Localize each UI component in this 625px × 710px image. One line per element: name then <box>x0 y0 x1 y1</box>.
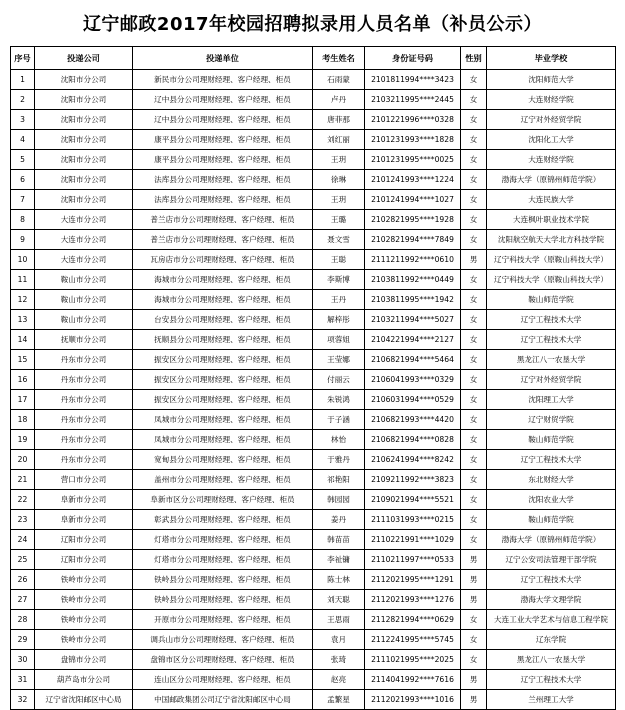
cell-company: 丹东市分公司 <box>35 390 133 410</box>
cell-id-number: 2101241993****1224 <box>365 170 461 190</box>
table-row <box>11 70 616 90</box>
cell-school: 沈阳理工大学 <box>487 390 616 410</box>
cell-company: 阜新市分公司 <box>35 490 133 510</box>
cell-gender: 女 <box>461 530 487 550</box>
table-row <box>11 130 616 150</box>
cell-index: 4 <box>11 130 35 150</box>
cell-school: 大连财经学院 <box>487 90 616 110</box>
cell-id-number: 2112821994****0629 <box>365 610 461 630</box>
cell-unit: 新民市分公司理财经理、客户经理、柜员 <box>133 70 313 90</box>
cell-company: 盘锦市分公司 <box>35 650 133 670</box>
cell-company: 阜新市分公司 <box>35 510 133 530</box>
cell-unit: 抚顺县分公司理财经理、客户经理、柜员 <box>133 330 313 350</box>
cell-school: 辽宁财贸学院 <box>487 410 616 430</box>
cell-id-number: 2109021994****5521 <box>365 490 461 510</box>
cell-gender: 女 <box>461 190 487 210</box>
cell-school: 兰州理工大学 <box>487 690 616 710</box>
cell-id-number: 2101221996****0328 <box>365 110 461 130</box>
table-row <box>11 410 616 430</box>
cell-id-number: 2111211992****0610 <box>365 250 461 270</box>
cell-gender: 女 <box>461 150 487 170</box>
cell-id-number: 2114041992****7616 <box>365 670 461 690</box>
cell-unit: 康平县分公司理财经理、客户经理、柜员 <box>133 130 313 150</box>
cell-name: 陈士林 <box>313 570 365 590</box>
cell-name: 解梓彤 <box>313 310 365 330</box>
cell-school: 辽宁科技大学（原鞍山科技大学） <box>487 270 616 290</box>
cell-unit: 法库县分公司理财经理、客户经理、柜员 <box>133 170 313 190</box>
header-school: 毕业学校 <box>487 47 616 70</box>
cell-index: 19 <box>11 430 35 450</box>
cell-id-number: 2111031993****0215 <box>365 510 461 530</box>
cell-gender: 女 <box>461 490 487 510</box>
cell-index: 6 <box>11 170 35 190</box>
cell-name: 张琦 <box>313 650 365 670</box>
table-row <box>11 550 616 570</box>
table-row <box>11 270 616 290</box>
cell-index: 25 <box>11 550 35 570</box>
cell-school: 辽宁科技大学（原鞍山科技大学） <box>487 250 616 270</box>
table-row <box>11 170 616 190</box>
table-row <box>11 350 616 370</box>
cell-gender: 男 <box>461 550 487 570</box>
cell-gender: 女 <box>461 330 487 350</box>
cell-index: 2 <box>11 90 35 110</box>
cell-unit: 海城市分公司理财经理、客户经理、柜员 <box>133 290 313 310</box>
header-index: 序号 <box>11 47 35 70</box>
cell-school: 沈阳师范大学 <box>487 70 616 90</box>
cell-index: 29 <box>11 630 35 650</box>
cell-school: 辽宁工程技术大学 <box>487 670 616 690</box>
roster-body <box>11 70 616 710</box>
cell-index: 22 <box>11 490 35 510</box>
cell-gender: 女 <box>461 90 487 110</box>
cell-index: 5 <box>11 150 35 170</box>
cell-company: 铁岭市分公司 <box>35 590 133 610</box>
cell-school: 沈阳航空航天大学北方科技学院 <box>487 230 616 250</box>
cell-school: 辽宁公安司法管理干部学院 <box>487 550 616 570</box>
cell-index: 27 <box>11 590 35 610</box>
cell-id-number: 2101811994****3423 <box>365 70 461 90</box>
cell-company: 辽阳市分公司 <box>35 530 133 550</box>
cell-name: 赵亮 <box>313 670 365 690</box>
document-title: 辽宁邮政2017年校园招聘拟录用人员名单（补员公示） <box>82 14 543 35</box>
cell-company: 营口市分公司 <box>35 470 133 490</box>
cell-index: 8 <box>11 210 35 230</box>
cell-gender: 女 <box>461 230 487 250</box>
table-row <box>11 370 616 390</box>
cell-company: 丹东市分公司 <box>35 430 133 450</box>
cell-gender: 女 <box>461 110 487 130</box>
cell-unit: 辽中县分公司理财经理、客户经理、柜员 <box>133 110 313 130</box>
cell-company: 丹东市分公司 <box>35 350 133 370</box>
cell-index: 12 <box>11 290 35 310</box>
cell-id-number: 2103211995****2445 <box>365 90 461 110</box>
cell-company: 抚顺市分公司 <box>35 330 133 350</box>
table-row <box>11 330 616 350</box>
roster-table <box>10 46 616 710</box>
cell-gender: 女 <box>461 210 487 230</box>
cell-id-number: 2101231993****1828 <box>365 130 461 150</box>
table-row <box>11 490 616 510</box>
cell-gender: 女 <box>461 310 487 330</box>
cell-name: 刘天聪 <box>313 590 365 610</box>
table-row <box>11 510 616 530</box>
cell-index: 18 <box>11 410 35 430</box>
table-row <box>11 650 616 670</box>
cell-school: 沈阳化工大学 <box>487 130 616 150</box>
table-row <box>11 310 616 330</box>
cell-company: 沈阳市分公司 <box>35 190 133 210</box>
cell-gender: 女 <box>461 350 487 370</box>
header-company: 投递公司 <box>35 47 133 70</box>
cell-school: 黑龙江八一农垦大学 <box>487 650 616 670</box>
cell-unit: 开原市分公司理财经理、客户经理、柜员 <box>133 610 313 630</box>
cell-company: 鞍山市分公司 <box>35 270 133 290</box>
table-row <box>11 230 616 250</box>
cell-gender: 女 <box>461 630 487 650</box>
cell-company: 辽阳市分公司 <box>35 550 133 570</box>
cell-gender: 女 <box>461 650 487 670</box>
cell-id-number: 2106241994****8242 <box>365 450 461 470</box>
cell-id-number: 2104221994****2127 <box>365 330 461 350</box>
cell-id-number: 2101231995****0025 <box>365 150 461 170</box>
table-row <box>11 570 616 590</box>
cell-index: 11 <box>11 270 35 290</box>
cell-index: 24 <box>11 530 35 550</box>
cell-school: 鞍山师范学院 <box>487 510 616 530</box>
cell-index: 9 <box>11 230 35 250</box>
cell-school: 辽宁工程技术大学 <box>487 330 616 350</box>
table-row <box>11 290 616 310</box>
cell-unit: 阜新市区分公司理财经理、客户经理、柜员 <box>133 490 313 510</box>
table-row <box>11 610 616 630</box>
cell-unit: 普兰店市分公司理财经理、客户经理、柜员 <box>133 210 313 230</box>
cell-id-number: 2110221991****1029 <box>365 530 461 550</box>
cell-name: 徐琳 <box>313 170 365 190</box>
cell-company: 丹东市分公司 <box>35 410 133 430</box>
cell-school: 大连财经学院 <box>487 150 616 170</box>
cell-school: 渤海大学（原锦州师范学院） <box>487 530 616 550</box>
cell-index: 30 <box>11 650 35 670</box>
cell-school: 辽宁工程技术大学 <box>487 310 616 330</box>
table-row <box>11 90 616 110</box>
table-row <box>11 590 616 610</box>
cell-unit: 铁岭县分公司理财经理、客户经理、柜员 <box>133 570 313 590</box>
cell-gender: 女 <box>461 170 487 190</box>
cell-gender: 女 <box>461 510 487 530</box>
cell-gender: 女 <box>461 470 487 490</box>
cell-index: 3 <box>11 110 35 130</box>
table-row <box>11 630 616 650</box>
cell-name: 王玥 <box>313 150 365 170</box>
table-row <box>11 390 616 410</box>
cell-unit: 彰武县分公司理财经理、客户经理、柜员 <box>133 510 313 530</box>
cell-school: 渤海大学（原锦州师范学院） <box>487 170 616 190</box>
cell-id-number: 2102821994****7849 <box>365 230 461 250</box>
cell-id-number: 2112021995****1291 <box>365 570 461 590</box>
cell-gender: 女 <box>461 130 487 150</box>
cell-name: 唐菲那 <box>313 110 365 130</box>
cell-school: 沈阳农业大学 <box>487 490 616 510</box>
cell-school: 辽宁对外经贸学院 <box>487 110 616 130</box>
cell-school: 黑龙江八一农垦大学 <box>487 350 616 370</box>
table-row <box>11 670 616 690</box>
cell-unit: 凤城市分公司理财经理、客户经理、柜员 <box>133 430 313 450</box>
cell-name: 于雅丹 <box>313 450 365 470</box>
table-row <box>11 430 616 450</box>
cell-gender: 女 <box>461 270 487 290</box>
cell-index: 21 <box>11 470 35 490</box>
cell-school: 鞍山师范学院 <box>487 290 616 310</box>
cell-unit: 灯塔市分公司理财经理、客户经理、柜员 <box>133 550 313 570</box>
cell-gender: 女 <box>461 430 487 450</box>
cell-company: 大连市分公司 <box>35 250 133 270</box>
cell-gender: 男 <box>461 590 487 610</box>
cell-name: 石雨蒙 <box>313 70 365 90</box>
cell-unit: 康平县分公司理财经理、客户经理、柜员 <box>133 150 313 170</box>
cell-company: 沈阳市分公司 <box>35 70 133 90</box>
cell-gender: 男 <box>461 670 487 690</box>
cell-id-number: 2106031994****0529 <box>365 390 461 410</box>
cell-name: 韩苗苗 <box>313 530 365 550</box>
cell-school: 大连工业大学艺术与信息工程学院 <box>487 610 616 630</box>
cell-unit: 中国邮政集团公司辽宁省沈阳邮区中心局 <box>133 690 313 710</box>
cell-gender: 女 <box>461 450 487 470</box>
cell-id-number: 2106041993****0329 <box>365 370 461 390</box>
cell-unit: 振安区分公司理财经理、客户经理、柜员 <box>133 370 313 390</box>
table-row <box>11 690 616 710</box>
cell-name: 孟繁星 <box>313 690 365 710</box>
cell-index: 7 <box>11 190 35 210</box>
cell-company: 大连市分公司 <box>35 210 133 230</box>
cell-name: 韩园园 <box>313 490 365 510</box>
cell-index: 10 <box>11 250 35 270</box>
cell-school: 大连枫叶职业技术学院 <box>487 210 616 230</box>
cell-gender: 女 <box>461 70 487 90</box>
cell-gender: 女 <box>461 410 487 430</box>
cell-index: 26 <box>11 570 35 590</box>
cell-name: 王丹 <box>313 290 365 310</box>
cell-unit: 凤城市分公司理财经理、客户经理、柜员 <box>133 410 313 430</box>
cell-name: 祁艳阳 <box>313 470 365 490</box>
cell-name: 李祉镛 <box>313 550 365 570</box>
cell-id-number: 2106821994****0828 <box>365 430 461 450</box>
cell-gender: 女 <box>461 390 487 410</box>
cell-index: 17 <box>11 390 35 410</box>
cell-id-number: 2111021995****2025 <box>365 650 461 670</box>
cell-name: 刘红丽 <box>313 130 365 150</box>
cell-gender: 男 <box>461 570 487 590</box>
cell-company: 辽宁省沈阳邮区中心局 <box>35 690 133 710</box>
cell-id-number: 2112021993****1016 <box>365 690 461 710</box>
cell-name: 林怡 <box>313 430 365 450</box>
table-row <box>11 150 616 170</box>
cell-unit: 调兵山市分公司理财经理、客户经理、柜员 <box>133 630 313 650</box>
table-row <box>11 210 616 230</box>
cell-unit: 法库县分公司理财经理、客户经理、柜员 <box>133 190 313 210</box>
cell-school: 辽东学院 <box>487 630 616 650</box>
cell-index: 31 <box>11 670 35 690</box>
cell-name: 项蓉姐 <box>313 330 365 350</box>
cell-index: 28 <box>11 610 35 630</box>
table-row <box>11 110 616 130</box>
cell-id-number: 2103811995****1942 <box>365 290 461 310</box>
cell-unit: 灯塔市分公司理财经理、客户经理、柜员 <box>133 530 313 550</box>
cell-gender: 女 <box>461 610 487 630</box>
cell-name: 王莹娜 <box>313 350 365 370</box>
cell-name: 于子涵 <box>313 410 365 430</box>
cell-id-number: 2103211994****5027 <box>365 310 461 330</box>
cell-company: 沈阳市分公司 <box>35 110 133 130</box>
cell-unit: 辽中县分公司理财经理、客户经理、柜员 <box>133 90 313 110</box>
cell-company: 铁岭市分公司 <box>35 630 133 650</box>
cell-id-number: 2110211997****0533 <box>365 550 461 570</box>
cell-index: 32 <box>11 690 35 710</box>
cell-company: 沈阳市分公司 <box>35 90 133 110</box>
cell-school: 东北财经大学 <box>487 470 616 490</box>
header-name: 考生姓名 <box>313 47 365 70</box>
table-row <box>11 450 616 470</box>
cell-gender: 男 <box>461 690 487 710</box>
cell-name: 王璐 <box>313 210 365 230</box>
cell-company: 铁岭市分公司 <box>35 610 133 630</box>
cell-unit: 海城市分公司理财经理、客户经理、柜员 <box>133 270 313 290</box>
cell-school: 大连民族大学 <box>487 190 616 210</box>
cell-id-number: 2101241994****1027 <box>365 190 461 210</box>
cell-name: 卢丹 <box>313 90 365 110</box>
cell-school: 辽宁工程技术大学 <box>487 570 616 590</box>
cell-unit: 宽甸县分公司理财经理、客户经理、柜员 <box>133 450 313 470</box>
cell-index: 14 <box>11 330 35 350</box>
cell-unit: 铁岭县分公司理财经理、客户经理、柜员 <box>133 590 313 610</box>
cell-id-number: 2112021993****1276 <box>365 590 461 610</box>
cell-gender: 女 <box>461 290 487 310</box>
cell-gender: 男 <box>461 250 487 270</box>
cell-index: 16 <box>11 370 35 390</box>
cell-name: 李斯博 <box>313 270 365 290</box>
header-unit: 投递单位 <box>133 47 313 70</box>
cell-index: 1 <box>11 70 35 90</box>
cell-id-number: 2103811992****0449 <box>365 270 461 290</box>
cell-name: 朱锐鸿 <box>313 390 365 410</box>
table-row <box>11 190 616 210</box>
cell-name: 王玥 <box>313 190 365 210</box>
cell-company: 大连市分公司 <box>35 230 133 250</box>
cell-company: 丹东市分公司 <box>35 370 133 390</box>
cell-name: 袁月 <box>313 630 365 650</box>
cell-id-number: 2102821995****1928 <box>365 210 461 230</box>
cell-company: 鞍山市分公司 <box>35 290 133 310</box>
cell-name: 付丽云 <box>313 370 365 390</box>
cell-company: 铁岭市分公司 <box>35 570 133 590</box>
cell-school: 鞍山师范学院 <box>487 430 616 450</box>
header-gender: 性别 <box>461 47 487 70</box>
cell-name: 聂文雪 <box>313 230 365 250</box>
cell-gender: 女 <box>461 370 487 390</box>
cell-id-number: 2112241995****5745 <box>365 630 461 650</box>
cell-company: 沈阳市分公司 <box>35 170 133 190</box>
cell-unit: 瓦房店市分公司理财经理、客户经理、柜员 <box>133 250 313 270</box>
cell-id-number: 2109211992****3823 <box>365 470 461 490</box>
cell-index: 15 <box>11 350 35 370</box>
header-id-number: 身份证号码 <box>365 47 461 70</box>
cell-id-number: 2106821994****5464 <box>365 350 461 370</box>
table-row <box>11 250 616 270</box>
table-row <box>11 530 616 550</box>
cell-unit: 普兰店市分公司理财经理、客户经理、柜员 <box>133 230 313 250</box>
cell-name: 王思雨 <box>313 610 365 630</box>
cell-unit: 振安区分公司理财经理、客户经理、柜员 <box>133 350 313 370</box>
cell-school: 渤海大学文理学院 <box>487 590 616 610</box>
cell-unit: 盖州市分公司理财经理、客户经理、柜员 <box>133 470 313 490</box>
cell-company: 丹东市分公司 <box>35 450 133 470</box>
table-row <box>11 470 616 490</box>
cell-company: 鞍山市分公司 <box>35 310 133 330</box>
cell-unit: 台安县分公司理财经理、客户经理、柜员 <box>133 310 313 330</box>
cell-index: 13 <box>11 310 35 330</box>
cell-name: 姜丹 <box>313 510 365 530</box>
cell-name: 王聪 <box>313 250 365 270</box>
cell-index: 23 <box>11 510 35 530</box>
cell-unit: 连山区分公司理财经理、客户经理、柜员 <box>133 670 313 690</box>
cell-company: 沈阳市分公司 <box>35 130 133 150</box>
cell-company: 葫芦岛市分公司 <box>35 670 133 690</box>
header-row <box>11 47 616 70</box>
cell-school: 辽宁工程技术大学 <box>487 450 616 470</box>
cell-id-number: 2106821993****4420 <box>365 410 461 430</box>
cell-unit: 盘锦市区分公司理财经理、客户经理、柜员 <box>133 650 313 670</box>
cell-index: 20 <box>11 450 35 470</box>
cell-company: 沈阳市分公司 <box>35 150 133 170</box>
cell-school: 辽宁对外经贸学院 <box>487 370 616 390</box>
cell-unit: 振安区分公司理财经理、客户经理、柜员 <box>133 390 313 410</box>
